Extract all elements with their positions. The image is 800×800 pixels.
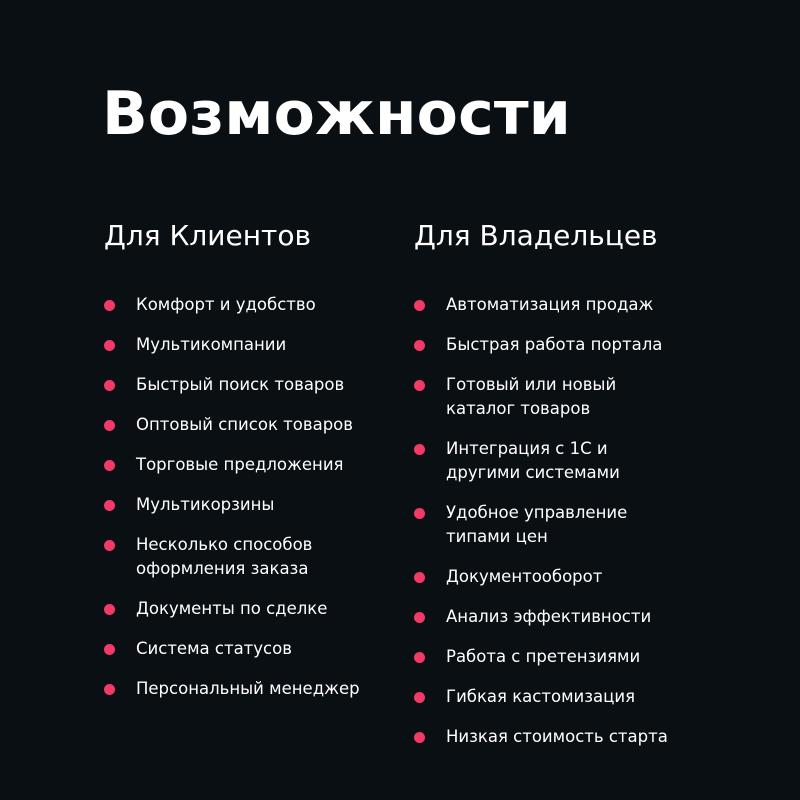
list-item-text: Гибкая кастомизация	[446, 687, 636, 706]
list-item	[414, 373, 714, 421]
bullet-dot-icon	[414, 732, 425, 743]
list-item	[104, 413, 404, 437]
list-item-text: Работа с претензиями	[446, 647, 641, 666]
bullet-dot-icon	[414, 572, 425, 583]
bullet-dot-icon	[414, 508, 425, 519]
list-item-text: Низкая стоимость старта	[446, 727, 668, 746]
list-item-text: Персональный менеджер	[136, 679, 360, 698]
list-item-text: другими системами	[446, 463, 620, 482]
list-item	[414, 685, 714, 709]
list-item-text: типами цен	[446, 527, 548, 546]
list-item-text: Документы по сделке	[136, 599, 328, 618]
bullet-dot-icon	[104, 420, 115, 431]
list-item	[414, 605, 714, 629]
list-item	[414, 293, 714, 317]
owners-heading: Для Владельцев	[414, 219, 658, 252]
owners-feature-list	[414, 293, 714, 749]
list-item-text: Автоматизация продаж	[446, 295, 654, 314]
bullet-dot-icon	[104, 300, 115, 311]
list-item	[104, 493, 404, 517]
list-item-text: оформления заказа	[136, 559, 309, 578]
list-item-text: Документооборот	[446, 567, 603, 586]
list-item	[104, 453, 404, 477]
bullet-dot-icon	[414, 380, 425, 391]
list-item-text: Интеграция с 1С и	[446, 439, 608, 458]
list-item	[104, 637, 404, 661]
list-item-text: Несколько способов	[136, 535, 313, 554]
list-item-text: Готовый или новый	[446, 375, 617, 394]
clients-column	[104, 214, 404, 717]
list-item-text: Быстрая работа портала	[446, 335, 663, 354]
list-item	[414, 501, 714, 549]
list-item	[414, 565, 714, 589]
list-item	[104, 677, 404, 701]
bullet-dot-icon	[104, 540, 115, 551]
list-item	[104, 597, 404, 621]
owners-column	[414, 214, 714, 765]
list-item	[414, 645, 714, 669]
list-item	[104, 293, 404, 317]
list-item-text: Удобное управление	[446, 503, 628, 522]
list-item-text: Мультикомпании	[136, 335, 287, 354]
bullet-dot-icon	[104, 644, 115, 655]
list-item-text: Мультикорзины	[136, 495, 275, 514]
clients-feature-list	[104, 293, 404, 701]
list-item-text: Система статусов	[136, 639, 292, 658]
bullet-dot-icon	[414, 652, 425, 663]
bullet-dot-icon	[414, 692, 425, 703]
list-item-text: Анализ эффективности	[446, 607, 652, 626]
bullet-dot-icon	[104, 460, 115, 471]
bullet-dot-icon	[414, 444, 425, 455]
bullet-dot-icon	[414, 612, 425, 623]
bullet-dot-icon	[104, 604, 115, 615]
bullet-dot-icon	[104, 340, 115, 351]
list-item	[104, 533, 404, 581]
list-item-text: Оптовый список товаров	[136, 415, 353, 434]
bullet-dot-icon	[104, 500, 115, 511]
list-item	[414, 725, 714, 749]
clients-heading: Для Клиентов	[104, 219, 311, 252]
list-item-text: Торговые предложения	[136, 455, 344, 474]
list-item-text: Комфорт и удобство	[136, 295, 316, 314]
list-item-text: Быстрый поиск товаров	[136, 375, 345, 394]
list-item-text: каталог товаров	[446, 399, 591, 418]
list-item	[104, 333, 404, 357]
bullet-dot-icon	[414, 340, 425, 351]
list-item	[104, 373, 404, 397]
bullet-dot-icon	[104, 380, 115, 391]
list-item	[414, 333, 714, 357]
bullet-dot-icon	[104, 684, 115, 695]
bullet-dot-icon	[414, 300, 425, 311]
list-item	[414, 437, 714, 485]
page-title: Возможности	[102, 79, 572, 149]
